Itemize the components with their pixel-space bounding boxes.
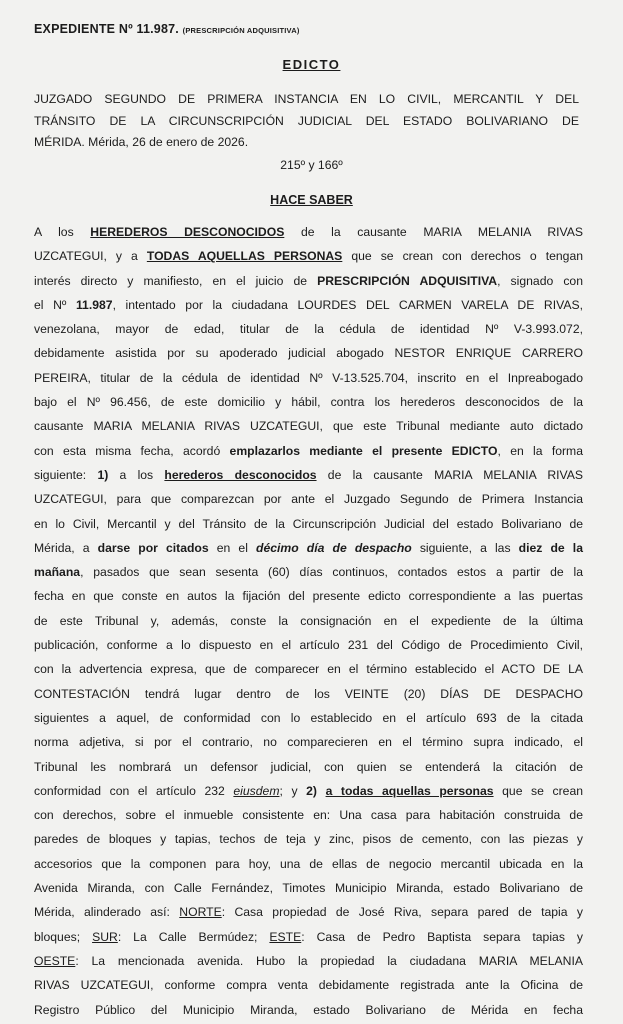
body-line xyxy=(34,657,583,681)
case-type: (PRESCRIPCIÓN ADQUISITIVA) xyxy=(182,26,300,35)
document-title: EDICTO xyxy=(282,57,341,72)
body-line xyxy=(34,293,583,317)
body-text-run: Mérida, alinderado así: xyxy=(34,905,180,920)
years-line: 215º y 166º xyxy=(280,158,343,172)
court-heading xyxy=(34,89,579,154)
body-text-run: en lo Civil, Mercantil y del Tránsito de la Circunscripción Judicial del estado Bolivariano de xyxy=(34,516,583,531)
body-text-run: 1) xyxy=(97,467,109,482)
body-text-run: siguientes a aquel, de conformidad con lo establecido en el artículo 693 de la citada xyxy=(34,710,583,725)
body-line xyxy=(34,512,583,536)
body-text-run: ; y xyxy=(279,783,307,798)
body-line xyxy=(34,876,583,900)
body-text-run: publicación, conforme a lo dispuesto en el artículo 231 del Código de Procedimiento Civil, xyxy=(34,638,583,653)
body-line xyxy=(34,949,583,973)
body-text-run: causante MARIA MELANIA RIVAS UZCATEGUI, que este Tribunal mediante auto dictado xyxy=(34,419,583,434)
body-line xyxy=(34,900,583,924)
body-text-run: TODAS AQUELLAS PERSONAS xyxy=(146,249,343,264)
body-text-run: siguiente: xyxy=(34,467,98,482)
court-line: TRÁNSITO DE LA CIRCUNSCRIPCIÓN JUDICIAL DEL ESTADO BOLIVARIANO DE xyxy=(34,113,579,128)
body-line xyxy=(34,827,583,851)
body-text-run: el Nº xyxy=(34,297,76,312)
body-line xyxy=(34,730,583,754)
body-text-run: décimo día de despacho xyxy=(256,540,412,555)
body-text-run: con la advertencia expresa, que de comparecer en el término establecido el ACTO DE LA xyxy=(34,662,583,677)
body-text-run: Avenida Miranda, con Calle Fernández, Timotes Municipio Miranda, estado Bolivariano de xyxy=(34,881,583,896)
case-number: EXPEDIENTE Nº 11.987. xyxy=(34,22,179,36)
body-line xyxy=(34,779,583,803)
body-line xyxy=(34,439,583,463)
body-text-run: bloques; xyxy=(34,929,93,944)
body-text-run: 11.987 xyxy=(75,297,113,312)
body-line xyxy=(34,317,583,341)
body-line xyxy=(34,487,583,511)
body-text-run: A los xyxy=(34,225,91,239)
body-line xyxy=(34,998,583,1022)
body-line xyxy=(34,560,583,584)
body-text-run: diez de la xyxy=(518,540,583,555)
body-line xyxy=(34,244,583,268)
body-text-run: de la causante MARIA MELANIA RIVAS xyxy=(316,467,584,482)
body-text-run: emplazarlos mediante el presente EDICTO xyxy=(229,443,498,458)
body-text-run: : La mencionada avenida. Hubo la propiedad la ciudadana MARIA MELANIA xyxy=(75,953,583,968)
body-text-run: ESTE xyxy=(269,929,302,944)
body-text-run xyxy=(317,784,326,798)
body-text-run: en el xyxy=(208,540,257,555)
section-heading: HACE SABER xyxy=(270,193,353,207)
body-line xyxy=(34,341,583,365)
body-text-run: conformidad con el artículo 232 xyxy=(34,783,234,798)
body-text-run: norma adjetiva, si por el contrario, no comparecieren en el término supra indicado, el xyxy=(34,735,583,750)
body-line xyxy=(34,682,583,706)
body-text-run: herederos desconocidos xyxy=(164,467,317,482)
body-text-run: con derechos, sobre el inmueble consistente en: Una casa para habitación construida de xyxy=(34,808,583,823)
court-line: MÉRIDA. Mérida, 26 de enero de 2026. xyxy=(34,135,249,149)
body-line xyxy=(34,220,583,244)
body-text-run: venezolana, mayor de edad, titular de la cédula de identidad Nº V-3.993.072, xyxy=(34,322,583,337)
body-text-run: Mérida, a xyxy=(34,540,98,555)
body-line xyxy=(34,366,583,390)
body-line xyxy=(34,803,583,827)
body-line xyxy=(34,633,583,657)
body-text-run: a los xyxy=(108,467,165,482)
body-text-run: de la causante MARIA MELANIA RIVAS xyxy=(284,225,583,239)
body-text-run: accesorios que la componen para hoy, una de ellas de negocio mercantil ubicada en la xyxy=(34,856,583,871)
court-line: JUZGADO SEGUNDO DE PRIMERA INSTANCIA EN LO CIVIL, MERCANTIL Y DEL xyxy=(34,92,579,106)
body-line xyxy=(34,973,583,997)
body-text-run: paredes de bloques y tapias, techos de teja y zinc, pisos de cemento, con las piezas y xyxy=(34,832,583,847)
body-text-run: UZCATEGUI, para que comparezcan por ante el Juzgado Segundo de Primera Instancia xyxy=(34,492,583,507)
body-line xyxy=(34,390,583,414)
body-text-run: NORTE xyxy=(179,905,222,920)
body-line xyxy=(34,609,583,633)
body-text-run: HEREDEROS DESCONOCIDOS xyxy=(90,225,285,239)
body-text-run: , intentado por la ciudadana LOURDES DEL CARMEN VARELA DE RIVAS, xyxy=(112,297,583,312)
body-text-run: OESTE xyxy=(34,953,76,968)
body-text-run: fecha en que conste en autos la fijación del presente edicto correspondiente a las puertas xyxy=(34,589,583,604)
body-text-run: , pasados que sean sesenta (60) días continuos, contados estos a partir de la xyxy=(80,565,583,580)
body-text-run: UZCATEGUI, y a xyxy=(34,249,147,264)
body-line xyxy=(34,269,583,293)
body-text-run: siguiente, a las xyxy=(411,540,519,555)
body-text-run: a todas aquellas personas xyxy=(325,783,494,798)
body-text-run: de este Tribunal y, además, conste la consignación en el expediente de la última xyxy=(34,613,583,628)
body-text-run: : Casa propiedad de José Riva, separa pared de tapia y xyxy=(221,905,583,920)
body-line xyxy=(34,925,583,949)
body-text-run: 2) xyxy=(306,783,317,798)
body-text-run: debidamente asistida por su apoderado judicial abogado NESTOR ENRIQUE CARRERO xyxy=(34,346,583,361)
body-text-run: PEREIRA, titular de la cédula de identidad Nº V-13.525.704, inscrito en el Inpreabogado xyxy=(34,370,583,385)
body-text-run: eiusdem xyxy=(233,783,280,798)
body-text-run: : La Calle Bermúdez; xyxy=(117,929,270,944)
body-text-run: que se crean xyxy=(493,783,583,798)
case-number-header xyxy=(34,22,300,36)
body-text-run: darse por citados xyxy=(97,540,209,555)
body-text-run: Registro Público del Municipio Miranda, estado Bolivariano de Mérida en fecha xyxy=(34,1002,583,1017)
body-text-run: CONTESTACIÓN tendrá lugar dentro de los VEINTE (20) DÍAS DE DESPACHO xyxy=(34,686,583,701)
body-line xyxy=(34,536,583,560)
body-text-run: PRESCRIPCIÓN ADQUISITIVA xyxy=(317,273,498,288)
body-text-run: , signado con xyxy=(497,273,583,288)
body-line xyxy=(34,852,583,876)
body-text-run: SUR xyxy=(92,929,118,944)
body-text-run: Tribunal les nombrará un defensor judicial, con quien se entenderá la citación de xyxy=(34,759,583,774)
body-text-run: con esta misma fecha, acordó xyxy=(34,443,230,458)
body-line xyxy=(34,463,583,487)
edict-body xyxy=(34,220,583,1022)
body-text-run: mañana xyxy=(34,565,81,580)
body-text-run: , en la forma xyxy=(497,443,583,458)
body-line xyxy=(34,584,583,608)
body-text-run: RIVAS UZCATEGUI, conforme compra venta debidamente registrada ante la Oficina de xyxy=(34,978,583,993)
body-line xyxy=(34,414,583,438)
body-text-run: interés directo y manifiesto, en el juicio de xyxy=(34,273,318,288)
body-text-run: : Casa de Pedro Baptista separa tapias y xyxy=(301,929,583,944)
body-line xyxy=(34,706,583,730)
body-line xyxy=(34,755,583,779)
body-text-run: que se crean con derechos o tengan xyxy=(342,249,583,264)
body-text-run: bajo el Nº 96.456, de este domicilio y hábil, contra los herederos desconocidos de la xyxy=(34,395,583,410)
